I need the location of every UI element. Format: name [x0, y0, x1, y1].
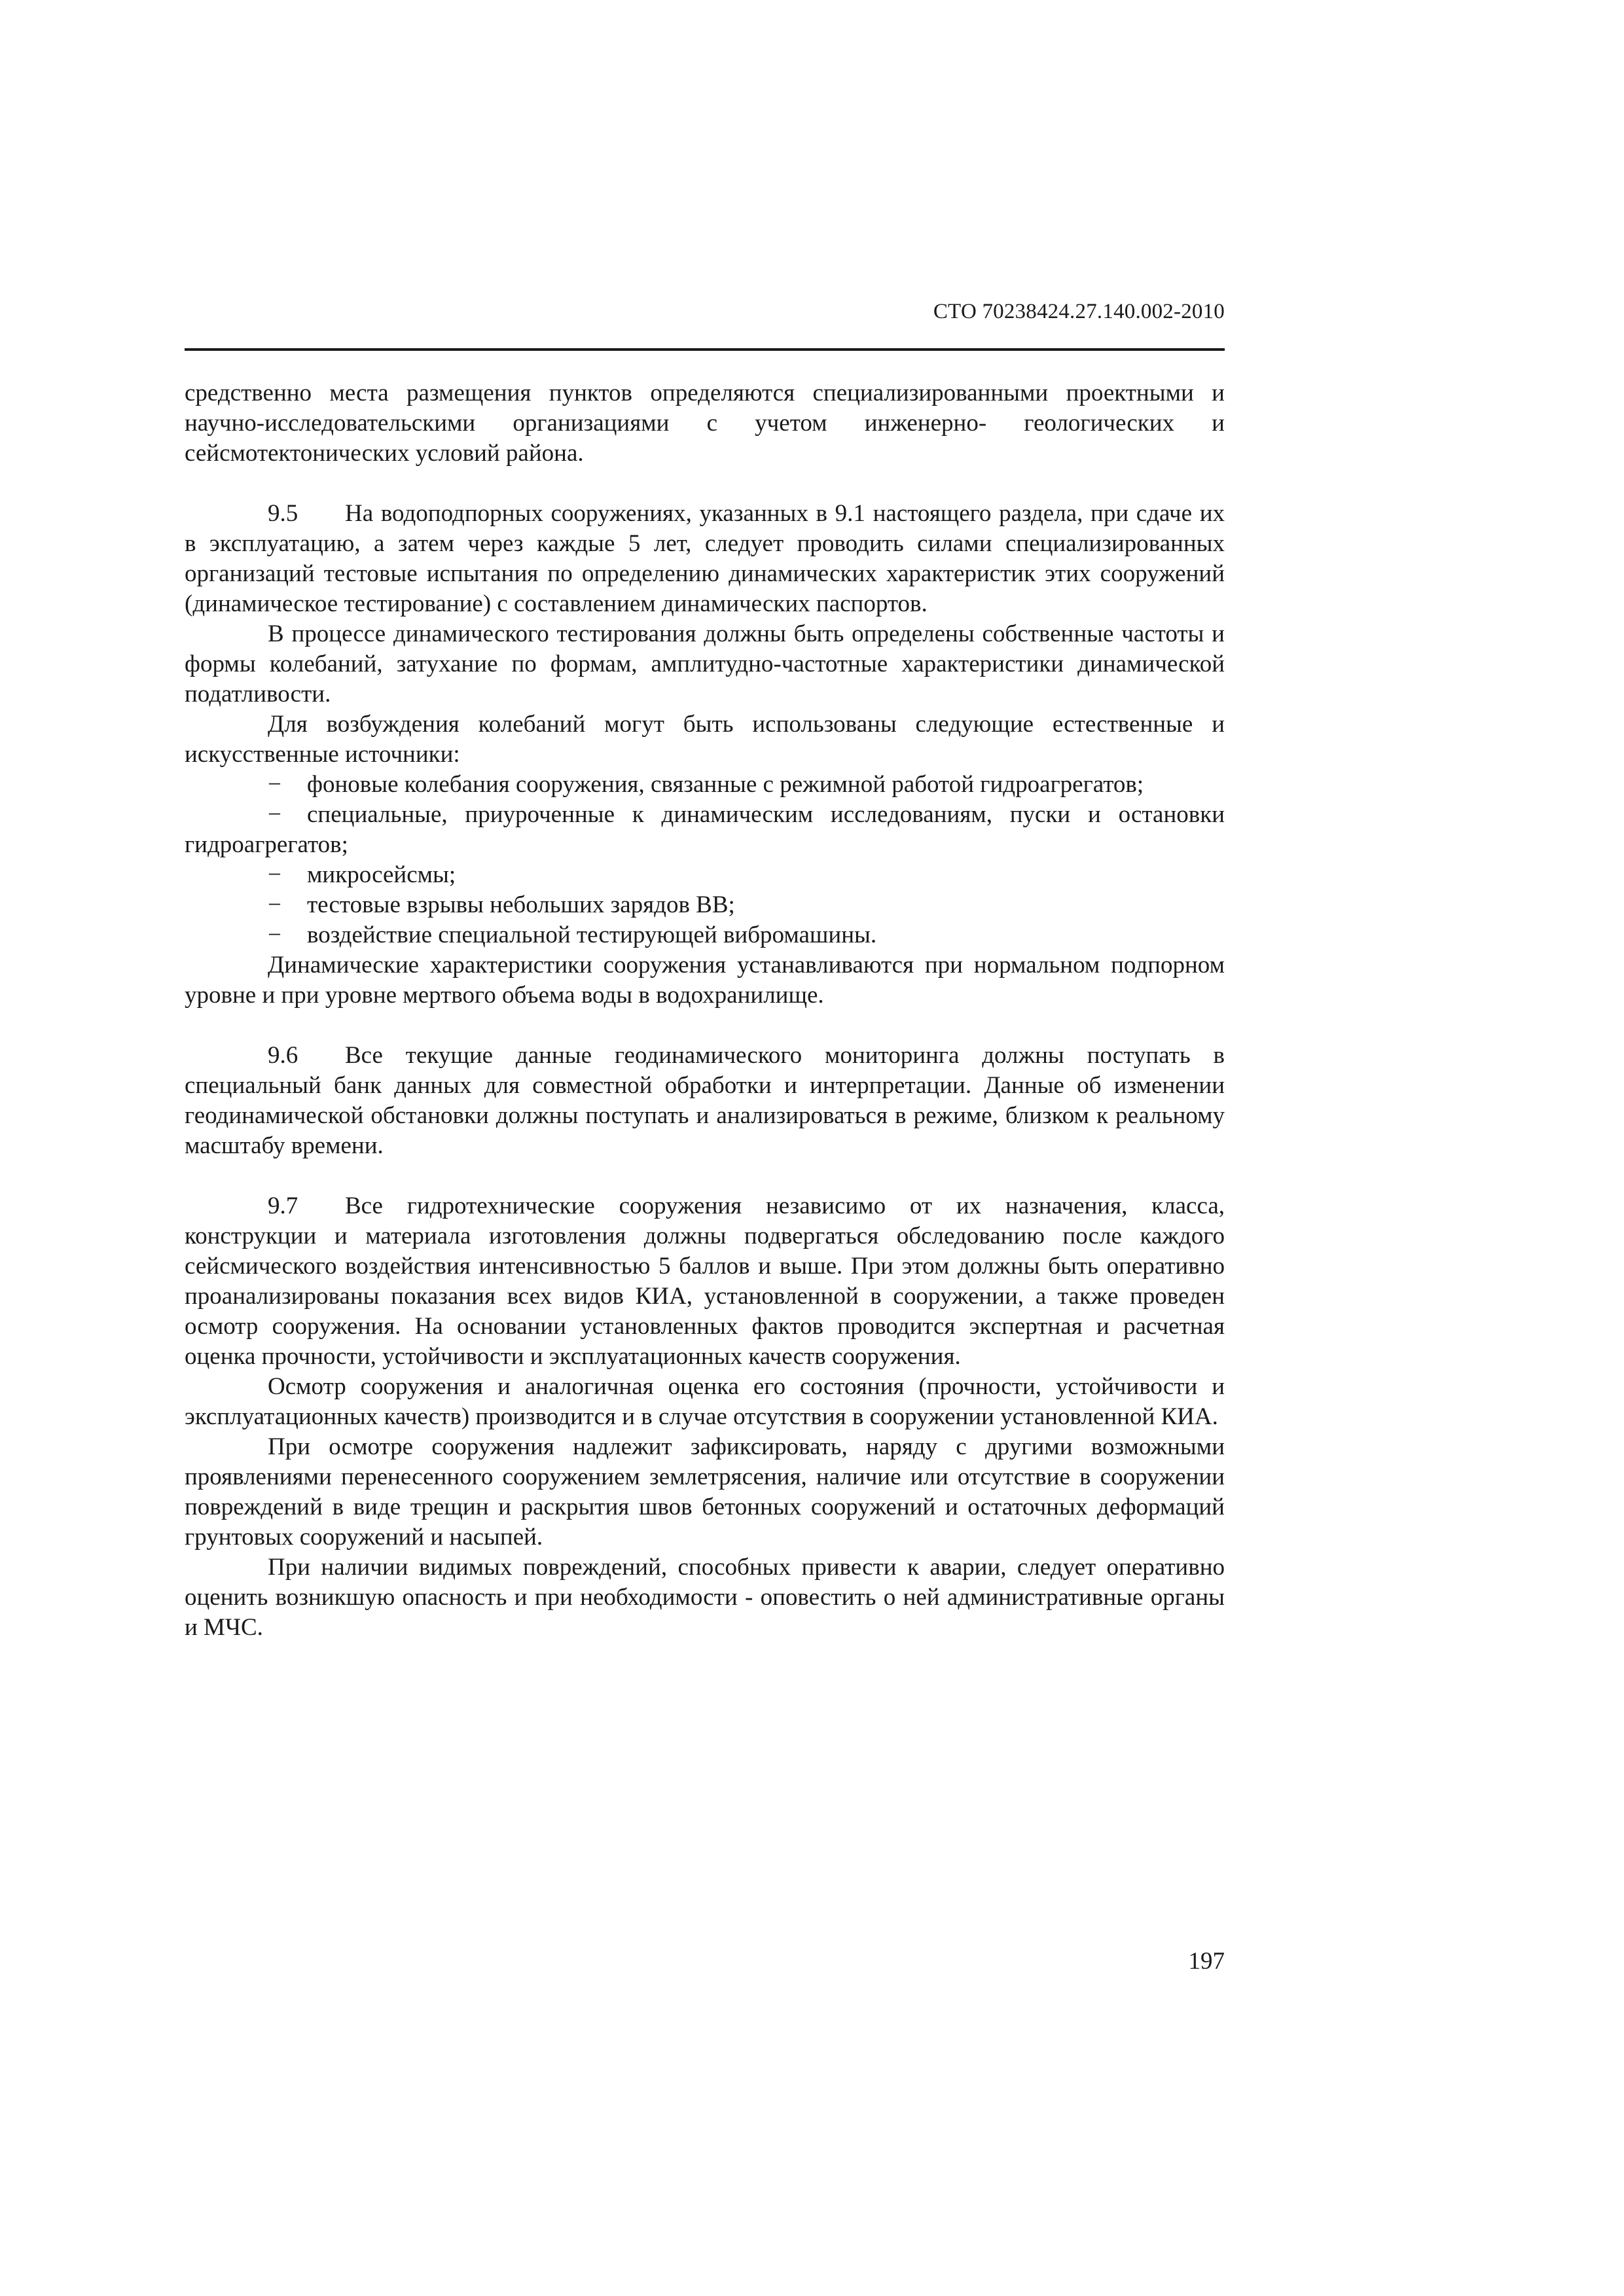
list-item: [185, 860, 1225, 890]
list-item-text: фоновые колебания сооружения, связанные с режимной работой гидроагрегатов;: [307, 771, 1144, 798]
section-9-5: [185, 499, 1225, 619]
page-header: [185, 293, 1225, 351]
paragraph-dynamic-testing: В процессе динамического тестирования должны быть определены собственные частоты и формы колебаний, затухание по формам, амплитудно-частотные характеристики динамической податливости.: [185, 620, 1225, 708]
document-code: СТО 70238424.27.140.002-2010: [933, 300, 1225, 323]
bullet-list: [185, 770, 1225, 950]
paragraph-continuation: средственно места размещения пунктов определяются специализированными проектными и научно-исследовательскими организациями с учетом инженерно- геологических и сейсмотектонических условий района.: [185, 380, 1225, 467]
list-item: [185, 770, 1225, 800]
page-number: 197: [1188, 1948, 1225, 1975]
dash-marker: −: [268, 861, 281, 888]
section-text: Все текущие данные геодинамического мониторинга должны поступать в специальный банк данных для совместной обработки и интерпретации. Данные об изменении геодинамической обстановки должны поступать и анализироваться в режиме, близком к реальному масштабу времени.: [185, 1042, 1225, 1159]
section-text: Все гидротехнические сооружения независимо от их назначения, класса, конструкции и материала изготовления должны подвергаться обследованию после каждого сейсмического воздействия интенсивностью 5 баллов и выше. При этом должны быть оперативно проанализированы показания всех видов КИА, установленной в сооружении, а также проведен осмотр сооружения. На основании установленных фактов проводится экспертная и расчетная оценка прочности, устойчивости и эксплуатационных качеств сооружения.: [185, 1193, 1225, 1370]
dash-marker: −: [268, 922, 281, 948]
section-9-7: [185, 1191, 1225, 1372]
paragraph-dynamic-characteristics: Динамические характеристики сооружения устанавливаются при нормальном подпорном уровне и при уровне мертвого объема воды в водохранилище.: [185, 952, 1225, 1009]
list-item-text: тестовые взрывы небольших зарядов ВВ;: [307, 891, 735, 918]
document-body: [185, 378, 1225, 1643]
paragraph-excitation-sources: Для возбуждения колебаний могут быть использованы следующие естественные и искусственные источники:: [185, 711, 1225, 768]
section-9-6: [185, 1041, 1225, 1161]
paragraph-visible-damage: При наличии видимых повреждений, способных привести к аварии, следует оперативно оценить возникшую опасность и при необходимости - оповестить о ней административные органы и МЧС.: [185, 1554, 1225, 1641]
section-number: 9.6: [268, 1042, 298, 1069]
paragraph-record-damage: При осмотре сооружения надлежит зафиксировать, наряду с другими возможными проявлениями перенесенного сооружением землетрясения, наличие или отсутствие в сооружении повреждений в виде трещин и раскрытия швов бетонных сооружений и остаточных деформаций грунтовых сооружений и насыпей.: [185, 1433, 1225, 1551]
paragraph-inspection: Осмотр сооружения и аналогичная оценка его состояния (прочности, устойчивости и эксплуатационных качеств) производится и в случае отсутствия в сооружении установленной КИА.: [185, 1373, 1225, 1430]
list-item-text: микросейсмы;: [307, 861, 456, 888]
section-number: 9.7: [268, 1193, 298, 1219]
list-item-text: специальные, приуроченные к динамическим исследованиям, пуски и остановки гидроагрегатов;: [185, 801, 1225, 858]
list-item: [185, 890, 1225, 920]
dash-marker: −: [268, 801, 281, 828]
list-item-text: воздействие специальной тестирующей вибромашины.: [307, 922, 877, 948]
list-item: [185, 920, 1225, 950]
dash-marker: −: [268, 891, 281, 918]
section-number: 9.5: [268, 500, 298, 527]
section-text: На водоподпорных сооружениях, указанных в 9.1 настоящего раздела, при сдаче их в эксплуатацию, а затем через каждые 5 лет, следует проводить силами специализированных организаций тестовые испытания по определению динамических характеристик этих сооружений (динамическое тестирование) с составлением динамических паспортов.: [185, 500, 1225, 617]
list-item: [185, 800, 1225, 860]
dash-marker: −: [268, 771, 281, 798]
